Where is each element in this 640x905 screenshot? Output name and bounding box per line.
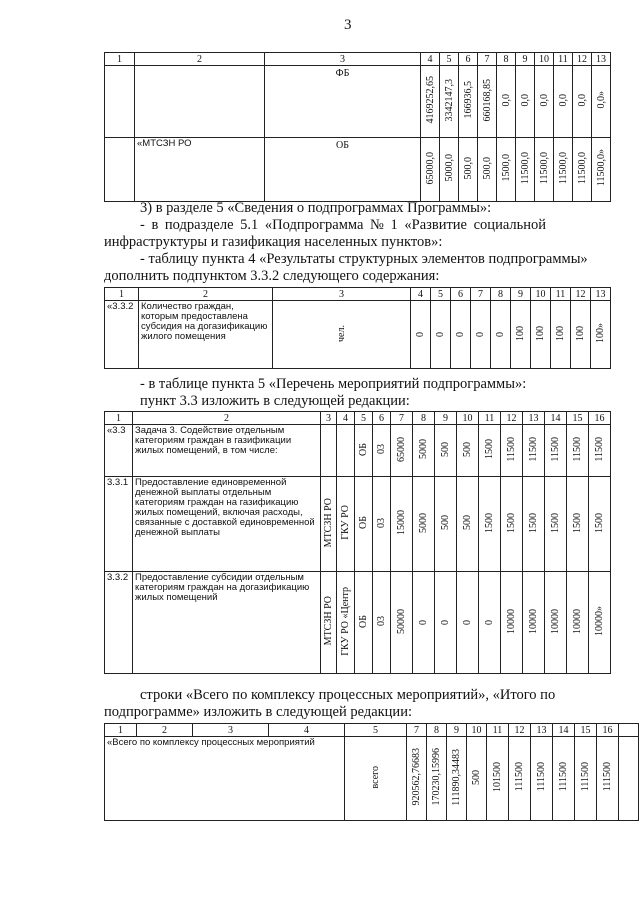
paragraph-totals-line1: строки «Всего по комплексу процессных мероприятий», «Итого по: [140, 687, 556, 703]
table-row: «3.3.2 Количество граждан, которым предоставлена субсидия на догазификацию жилого помещения чел. 0 0 0 0 0 100 100 100 100 100»: [105, 301, 611, 369]
table-totals: [104, 723, 639, 821]
table-budget-continuation: [104, 52, 611, 202]
table-header-row: 1 2 3 4 5 7 8 9 10 11 12 13 14 15 16: [105, 724, 639, 737]
table-header-row: 1 2 3 4 5 6 7 8 9 10 11 12 13: [105, 288, 611, 301]
paragraph-section5: 3) в разделе 5 «Сведения о подпрограммах Программы»:: [140, 200, 492, 216]
table-row: «МТСЗН РО ОБ 65000,0 5000,0 500,0 500,0 1500,0 11500,0 11500,0 11500,0 11500,0 11500,0»: [105, 138, 611, 202]
table-row: 3.3.1 Предоставление единовременной денежной выплаты отдельным категориям граждан на газификацию жилых помещений, включая расходы, связанные с доставкой единовременной денежной выплаты МТСЗН РО ГКУ РО ОБ 03 15000 5000 500 500 1500 1500 1500 1500 1500 1500: [105, 477, 611, 572]
paragraph-item-3-3: пункт 3.3 изложить в следующей редакции:: [140, 393, 410, 409]
table-header-row: 1 2 3 4 5 6 7 8 9 10 11 12 13: [105, 53, 611, 66]
paragraph-table5: - в таблице пункта 5 «Перечень мероприятий подпрограммы»:: [140, 376, 527, 392]
table-row: 3.3.2 Предоставление субсидии отдельным категориям граждан на догазификацию жилых помещений МТСЗН РО ГКУ РО «Центр ОБ 03 50000 0 0 0 0 10000 10000 10000 10000 10000»: [105, 572, 611, 674]
table-results-3-3-2: [104, 287, 611, 369]
table-row: ФБ 4169252,65 3342147,3 166936,5 660168,85 0,0 0,0 0,0 0,0 0,0 0,0»: [105, 66, 611, 138]
page-number: 3: [344, 17, 352, 33]
table-header-row: 1 2 3 4 5 6 7 8 9 10 11 12 13 14 15 16: [105, 412, 611, 425]
table-row: «Всего по комплексу процессных мероприятий всего 920562,76683 170230,15996 111890,34483 500 101500 111500 111500 111500 111500 111500: [105, 737, 639, 821]
paragraph-subsection-line1: - в подразделе 5.1 «Подпрограмма № 1 «Развитие социальной: [140, 217, 547, 233]
table-row: «3.3 Задача 3. Содействие отдельным категориям граждан в газификации жилых помещений, в том числе: ОБ 03 65000 5000 500 500 1500 11500 11500 11500 11500 11500: [105, 425, 611, 477]
paragraph-table4-line1: - таблицу пункта 4 «Результаты структурных элементов подпрограммы»: [140, 251, 588, 267]
paragraph-subsection-line2: инфраструктуры и газификация населенных пунктов»:: [104, 234, 443, 250]
paragraph-table4-line2: дополнить подпунктом 3.3.2 следующего содержания:: [104, 268, 440, 284]
table-activities-3-3: [104, 411, 611, 674]
paragraph-totals-line2: подпрограмме» изложить в следующей редакции:: [104, 704, 412, 720]
